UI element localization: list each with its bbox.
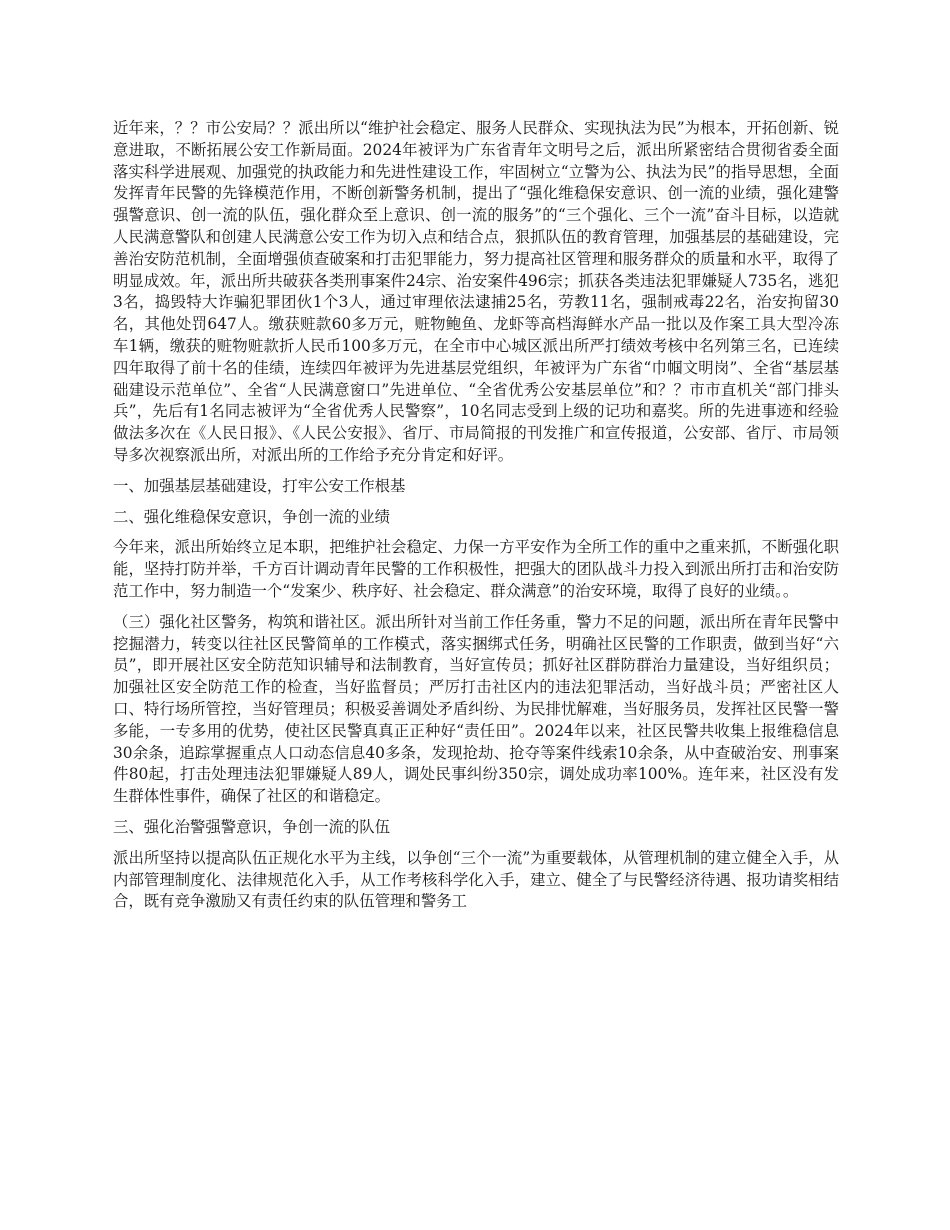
section-heading-1: 一、加强基层基础建设，打牢公安工作根基	[113, 476, 406, 495]
section-heading-2: 二、强化维稳保安意识，争创一流的业绩	[113, 507, 391, 526]
intro-paragraph: 近年来，？？市公安局？？派出所以“维护社会稳定、服务人民群众、实现执法为民”为根本，开拓创新、锐意进取，不断拓展公安工作新局面。2024年被评为广东省青年文明号之后，派出所紧密结合贯彻省委全面落实科学进展观、加强党的执政能力和先进性建设工作，牢固树立“立警为公、执法为民”的指导思想，全面发挥青年民警的先锋模范作用，不断创新警务机制，提出了“强化维稳保安意识、创一流的业绩，强化建警强警意识、创一流的队伍，强化群众至上意识、创一流的服务”的“三个强化、三个一流”奋斗目标，以造就人民满意警队和创建人民满意公安工作为切入点和结合点，狠抓队伍的教育管理，加强基层的基础建设，完善治安防范机制，全面增强侦查破案和打击犯罪能力，努力提高社区管理和服务群众的质量和水平，取得了明显成效。年，派出所共破获各类刑事案件24宗、治安案件496宗；抓获各类违法犯罪嫌疑人735名，逃犯3名，捣毁特大诈骗犯罪团伙1个3人，通过审理依法逮捕25名，劳教11名，强制戒毒22名，治安拘留30名，其他处罚647人。缴获赃款60多万元，赃物鲍鱼、龙虾等高档海鲜水产品一批以及作案工具大型冷冻车1辆，缴获的赃物赃款折人民币100多万元，在全市中心城区派出所严打绩效考核中名列第三名，已连续四年取得了前十名的佳绩，连续四年被评为先进基层党组织，年被评为广东省“巾帼文明岗”、全省“基层基础建设示范单位”、全省“人民满意窗口”先进单位、“全省优秀公安基层单位”和？？市市直机关“部门排头兵”，先后有1名同志被评为“全省优秀人民警察”，10名同志受到上级的记功和嘉奖。所的先进事迹和经验做法多次在《人民日报》、《人民公安报》、省厅、市局简报的刊发推广和宣传报道，公安部、省厅、市局领导多次视察派出所，对派出所的工作给予充分肯定和好评。	[113, 119, 839, 464]
document-body	[113, 118, 839, 913]
section-2-paragraph: 今年来，派出所始终立足本职，把维护社会稳定、力保一方平安作为全所工作的重中之重来抓，不断强化职能，坚持打防并举，千方百计调动青年民警的工作积极性，把强大的团队战斗力投入到派出所打击和治安防范工作中，努力制造一个“发案少、秩序好、社会稳定、群众满意”的治安环境，取得了良好的业绩。。	[113, 538, 839, 600]
section-heading-3: 三、强化治警强警意识，争创一流的队伍	[113, 817, 391, 836]
section-3-paragraph: 派出所坚持以提高队伍正规化水平为主线，以争创“三个一流”为重要载体，从管理机制的建立健全入手，从内部管理制度化、法律规范化入手，从工作考核科学化入手，建立、健全了与民警经济待遇、报功请奖相结合，既有竞争激励又有责任约束的队伍管理和警务工	[113, 848, 839, 911]
community-policing-paragraph: （三）强化社区警务，构筑和谐社区。派出所针对当前工作任务重，警力不足的问题，派出所在青年民警中挖掘潜力，转变以往社区民警简单的工作模式，落实捆绑式任务，明确社区民警的工作职责，做到当好“六员”，即开展社区安全防范知识辅导和法制教育，当好宣传员；抓好社区群防群治力量建设，当好组织员；加强社区安全防范工作的检查，当好监督员；严厉打击社区内的违法犯罪活动，当好战斗员；严密社区人口、特行场所管控，当好管理员；积极妥善调处矛盾纠纷、为民排忧解难，当好服务员，发挥社区民警一警多能，一专多用的优势，使社区民警真真正正种好“责任田”。2024年以来，社区民警共收集上报维稳信息30余条，追踪掌握重点人口动态信息40多条，发现抢劫、抢夺等案件线索10余条，从中查破治安、刑事案件80起，打击处理违法犯罪嫌疑人89人，调处民事纠纷350宗，调处成功率100%。连年来，社区没有发生群体性事件，确保了社区的和谐稳定。	[113, 612, 839, 806]
